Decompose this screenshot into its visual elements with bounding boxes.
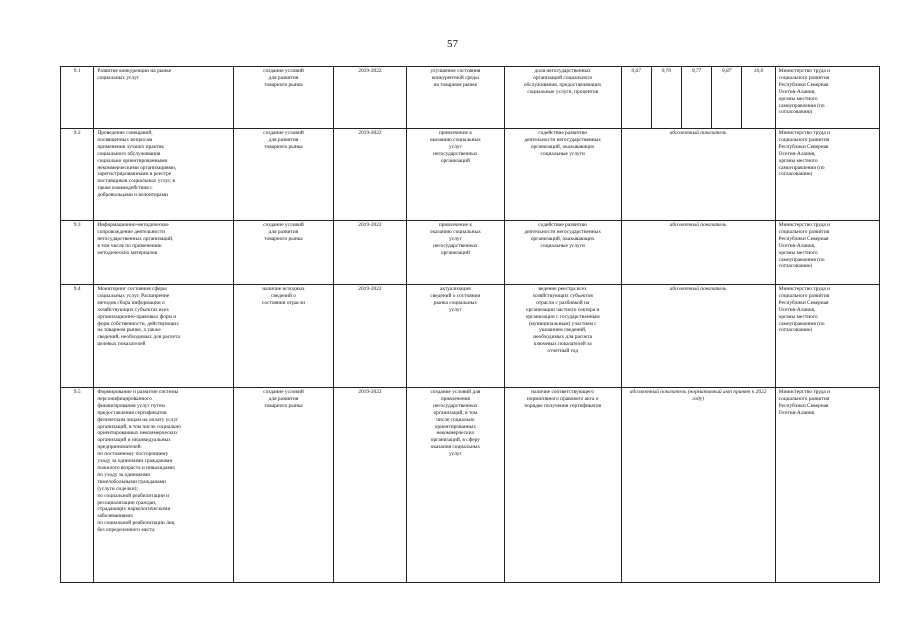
target-indicator-line: организации частного сектора и (525, 306, 600, 313)
table-row (61, 221, 880, 285)
measure-type-line: создание условий (263, 130, 304, 136)
measure-name-line: уходу за одинокими гражданами (97, 458, 173, 465)
measure-name-line: зарегистрированными в реестре (97, 171, 172, 178)
implementation-period: 2019-2022 (333, 67, 406, 129)
responsible-executor-line: Осетия-Алания, (778, 88, 816, 95)
measure-name-line: сведений, необходимых для расчета (97, 334, 180, 341)
measure-name-line: без определенного места (97, 527, 155, 534)
indicator-value: 9,87 (712, 67, 742, 129)
responsible-executor-line: органы местного (778, 249, 818, 256)
target-indicator-line: социальные услуги, процентов (527, 88, 599, 95)
expected-result-line: привлечение к (438, 222, 472, 228)
measure-name-line: в том числе по применению (97, 242, 162, 249)
measure-name-line: по социальной реабилитации и (97, 492, 169, 499)
target-indicator-line: (муниципальным) участием с (528, 320, 597, 327)
responsible-executor-line: органы местного (778, 157, 818, 164)
responsible-executor-line: Республики Северная (778, 143, 829, 150)
indicator-value: 10,0 (742, 67, 775, 129)
responsible-executor-line: самоуправления (по (778, 102, 825, 109)
expected-result-line: привлечения (440, 395, 470, 402)
measure-name-line: Информационно-методическое (97, 222, 169, 228)
expected-result-line: сведений о состоянии (430, 292, 481, 299)
measure-name-line: организационно-правовых форм и (97, 313, 177, 320)
measure-type (233, 388, 333, 583)
target-indicator-line: организаций, оказывающих (530, 143, 595, 150)
implementation-period: 2019-2022 (333, 388, 406, 583)
implementation-period: 2019-2022 (333, 285, 406, 388)
row-number: 9.5 (61, 388, 94, 583)
measure-name-line: Развитие конкуренции на рынке (97, 68, 172, 74)
measure-name-line: целевых показателей (97, 341, 146, 348)
measure-name-line: персонифицированного (97, 395, 152, 402)
measure-name-line: методов сбора информации о (97, 299, 165, 306)
measure-name (94, 221, 234, 285)
measure-name-line: социальных услуг (97, 74, 140, 81)
target-indicator-line: организаций, оказывающих (530, 235, 595, 242)
responsible-executor-line: социального развития (778, 228, 830, 235)
responsible-executor-line: Министерство труда и (778, 222, 831, 228)
measure-name-line: пожилого возраста и инвалидами; (97, 464, 176, 471)
indicator-value-merged: абсолютный показатель (621, 129, 775, 221)
measure-name-line: социальных услуг. Расширение (97, 292, 170, 299)
measure-type (233, 285, 333, 388)
expected-result (406, 67, 504, 129)
responsible-executor-line: социального развития (778, 74, 830, 81)
responsible-executor-line: самоуправления (по (778, 164, 825, 171)
measure-type-line: товарного рынка (264, 235, 303, 242)
responsible-executor (775, 285, 879, 388)
target-indicator-line: деятельности негосударственных (524, 136, 601, 143)
expected-result-line: услуг (449, 306, 462, 313)
expected-result-line: рынка социальных (433, 299, 477, 306)
measure-name-line: тяжелобольными гражданами (97, 478, 166, 485)
target-indicator-line: организаций социального (533, 74, 593, 81)
measure-type-line: создание условий (263, 222, 304, 228)
expected-result-line: услуг (449, 235, 462, 242)
measure-name-line: также взаимодействия с (97, 185, 153, 192)
measure-name-line: методических материалов (97, 249, 158, 256)
responsible-executor-line: согласованию) (778, 171, 813, 178)
measure-name-line: страдающих наркологическими (97, 506, 171, 513)
target-indicator-line: нормативного правового акта о (526, 395, 599, 402)
implementation-period: 2019-2022 (333, 221, 406, 285)
measure-type-line: товарного рынка (264, 402, 303, 409)
expected-result-line: конкурентной среды (431, 74, 479, 81)
expected-result (406, 388, 504, 583)
expected-result-line: привлечение к (438, 130, 472, 136)
responsible-executor-line: органы местного (778, 95, 818, 102)
measure-name-line: добровольцами и волонтерами (97, 192, 168, 199)
page-number: 57 (447, 38, 458, 50)
responsible-executor-line: согласованию) (778, 327, 813, 334)
measure-type-line: состоянии отрасли (261, 299, 305, 306)
responsible-executor-line: Министерство труда и (778, 68, 831, 74)
responsible-executor-line: самоуправления (по (778, 256, 825, 263)
measure-type (233, 129, 333, 221)
responsible-executor-line: согласованию) (778, 263, 813, 270)
measure-name-line: посвященных вопросам (97, 136, 153, 143)
measure-type-line: для развития (268, 136, 299, 143)
expected-result-line: организаций (440, 157, 470, 164)
responsible-executor-line: социального развития (778, 292, 830, 299)
row-number: 9.4 (61, 285, 94, 388)
expected-result-line: ориентированных (434, 423, 476, 430)
target-indicator-line: порядке получения сертификатов (524, 402, 602, 409)
row-number: 9.2 (61, 129, 94, 221)
table-body (61, 67, 880, 583)
measure-name-line: организаций, в том числе социально (97, 423, 181, 430)
target-indicator-line: деятельности негосударственных (524, 228, 601, 235)
responsible-executor-line: Республики Северная (778, 402, 829, 409)
expected-result-line: числе социально (436, 416, 475, 423)
table-row (61, 129, 880, 221)
measure-name-line: Формирование и развитие системы (97, 389, 179, 395)
measure-name-line: предпринимателей: (97, 444, 143, 451)
measure-name-line: сопровождение деятельности (97, 228, 165, 235)
expected-result-line: организаций, в сферу (430, 437, 480, 444)
responsible-executor (775, 129, 879, 221)
expected-result-line: организаций, в том (433, 409, 478, 416)
target-indicator-line: содействие развитию (538, 130, 588, 136)
expected-result-line: негосударственных (433, 402, 478, 409)
measure-name (94, 67, 234, 129)
measure-name-line: ориентированных некоммерческих (97, 430, 178, 437)
target-indicator-line: социальные услуги (540, 150, 585, 157)
measure-name-line: на товарном рынке, а также (97, 327, 161, 334)
row-number: 9.1 (61, 67, 94, 129)
row-number: 9.3 (61, 221, 94, 285)
target-indicator-line: хозяйствующих субъектов (532, 292, 593, 299)
measure-name (94, 388, 234, 583)
measure-name-line: заболеваниями; (97, 513, 134, 520)
responsible-executor-line: Республики Северная (778, 235, 829, 242)
expected-result-line: создание условий для (430, 389, 481, 395)
measure-name-line: (услуги сиделки); (97, 485, 138, 492)
measure-name-line: организаций и индивидуальных (97, 437, 171, 444)
expected-result-line: некоммерческих (436, 430, 475, 437)
table-row (61, 388, 880, 583)
target-indicator-line: отчетный год (547, 348, 578, 355)
measure-type (233, 221, 333, 285)
target-indicator-line: ведение реестра всех (538, 286, 587, 292)
responsible-executor (775, 221, 879, 285)
responsible-executor (775, 388, 879, 583)
expected-result (406, 129, 504, 221)
measure-name-line: финансирования услуг путем (97, 402, 165, 409)
responsible-executor-line: Министерство труда и (778, 389, 831, 395)
measure-type (233, 67, 333, 129)
expected-result-line: улучшение состояния (430, 68, 481, 74)
measure-name-line: ресоциализации граждан, (97, 499, 157, 506)
measure-type-line: сведений о (270, 292, 296, 299)
indicator-value: 9,77 (681, 67, 711, 129)
responsible-executor-line: Осетия-Алания, (778, 306, 816, 313)
target-indicator-line: организации с государственным (525, 313, 600, 320)
responsible-executor-line: Республики Северная (778, 81, 829, 88)
responsible-executor-line: Республики Северная (778, 299, 829, 306)
expected-result-line: на товарном рынке (433, 81, 478, 88)
measure-name-line: по уходу за одинокими (97, 471, 151, 478)
target-indicator (504, 221, 621, 285)
measure-name-line: применения лучших практик (97, 143, 165, 150)
measure-name-line: физическим лицам на оплату услуг (97, 416, 179, 423)
expected-result-line: оказания социальных (430, 444, 481, 451)
responsible-executor (775, 67, 879, 129)
measure-name-line: Проведение совещаний, (97, 130, 153, 136)
target-indicator (504, 129, 621, 221)
responsible-executor-line: самоуправления (по (778, 320, 825, 327)
table-row (61, 285, 880, 388)
expected-result-line: актуализация (440, 286, 471, 292)
expected-result-line: негосударственных (433, 150, 478, 157)
responsible-executor-line: Осетия-Алания, (778, 242, 816, 249)
measures-table (60, 66, 880, 583)
measure-name-line: форм собственности, действующих (97, 320, 179, 327)
expected-result (406, 285, 504, 388)
measure-name-line: предоставления сертификатов (97, 409, 167, 416)
responsible-executor-line: социального развития (778, 136, 830, 143)
expected-result-line: организаций (440, 249, 470, 256)
measure-name-line: некоммерческими организациями, (97, 164, 177, 171)
measure-name-line: Мониторинг состояния сферы (97, 286, 167, 292)
responsible-executor-line: органы местного (778, 313, 818, 320)
responsible-executor-line: согласованию) (778, 109, 813, 116)
table-row (61, 67, 880, 129)
target-indicator-line: содействие развитию (538, 222, 588, 228)
measure-name (94, 285, 234, 388)
measure-name-line: по социальной реабилитации лиц (97, 520, 175, 527)
expected-result-line: оказанию социальных (429, 228, 481, 235)
measure-type-line: для развития (268, 228, 299, 235)
target-indicator-line: доля негосударственных (534, 68, 591, 74)
measure-type-line: для развития (268, 74, 299, 81)
target-indicator-line: указанием сведений, (538, 327, 587, 334)
measure-type-line: создание условий (263, 68, 304, 74)
measure-type-line: товарного рынка (264, 81, 303, 88)
responsible-executor-line: Министерство труда и (778, 130, 831, 136)
target-indicator-line: наличие соответствующего (531, 389, 595, 395)
responsible-executor-line: Осетия-Алания, (778, 150, 816, 157)
measure-name-line: социального обслуживания (97, 150, 161, 157)
target-indicator-line: обслуживания, предоставляющих (523, 81, 602, 88)
responsible-executor-line: Осетия-Алания (778, 409, 815, 416)
target-indicator (504, 67, 621, 129)
target-indicator-line: отрасли с разбивкой на (536, 299, 590, 306)
target-indicator (504, 388, 621, 583)
expected-result (406, 221, 504, 285)
target-indicator-line: необходимых для расчета (533, 334, 593, 341)
target-indicator (504, 285, 621, 388)
measure-type-line: товарного рынка (264, 143, 303, 150)
expected-result-line: услуг (449, 143, 462, 150)
measure-name-line: негосударственных организаций, (97, 235, 174, 242)
indicator-value-merged: абсолютный показатель (нормативный акт принят к 2022 году) (621, 388, 775, 583)
measure-name-line: социально ориентированными (97, 157, 168, 164)
expected-result-line: негосударственных (433, 242, 478, 249)
target-indicator-line: социальные услуги (540, 242, 585, 249)
implementation-period: 2019-2022 (333, 129, 406, 221)
measure-name-line: хозяйствующих субъектах всех (97, 306, 170, 313)
indicator-value-merged: абсолютный показатель (621, 285, 775, 388)
measure-name-line: по постоянному постороннему (97, 451, 169, 458)
measure-type-line: создание условий (263, 389, 304, 395)
responsible-executor-line: социального развития (778, 395, 830, 402)
target-indicator-line: ключевых показателей за (533, 341, 592, 348)
indicator-value: 9,67 (621, 67, 651, 129)
expected-result-line: оказанию социальных (429, 136, 481, 143)
responsible-executor-line: Министерство труда и (778, 286, 831, 292)
expected-result-line: услуг (449, 451, 462, 458)
measure-type-line: наличие исходных (262, 286, 305, 292)
measure-name-line: поставщиков социальных услуг, в (97, 178, 176, 185)
measure-name (94, 129, 234, 221)
indicator-value-merged: абсолютный показатель (621, 221, 775, 285)
measure-type-line: для развития (268, 395, 299, 402)
indicator-value: 9,70 (651, 67, 681, 129)
